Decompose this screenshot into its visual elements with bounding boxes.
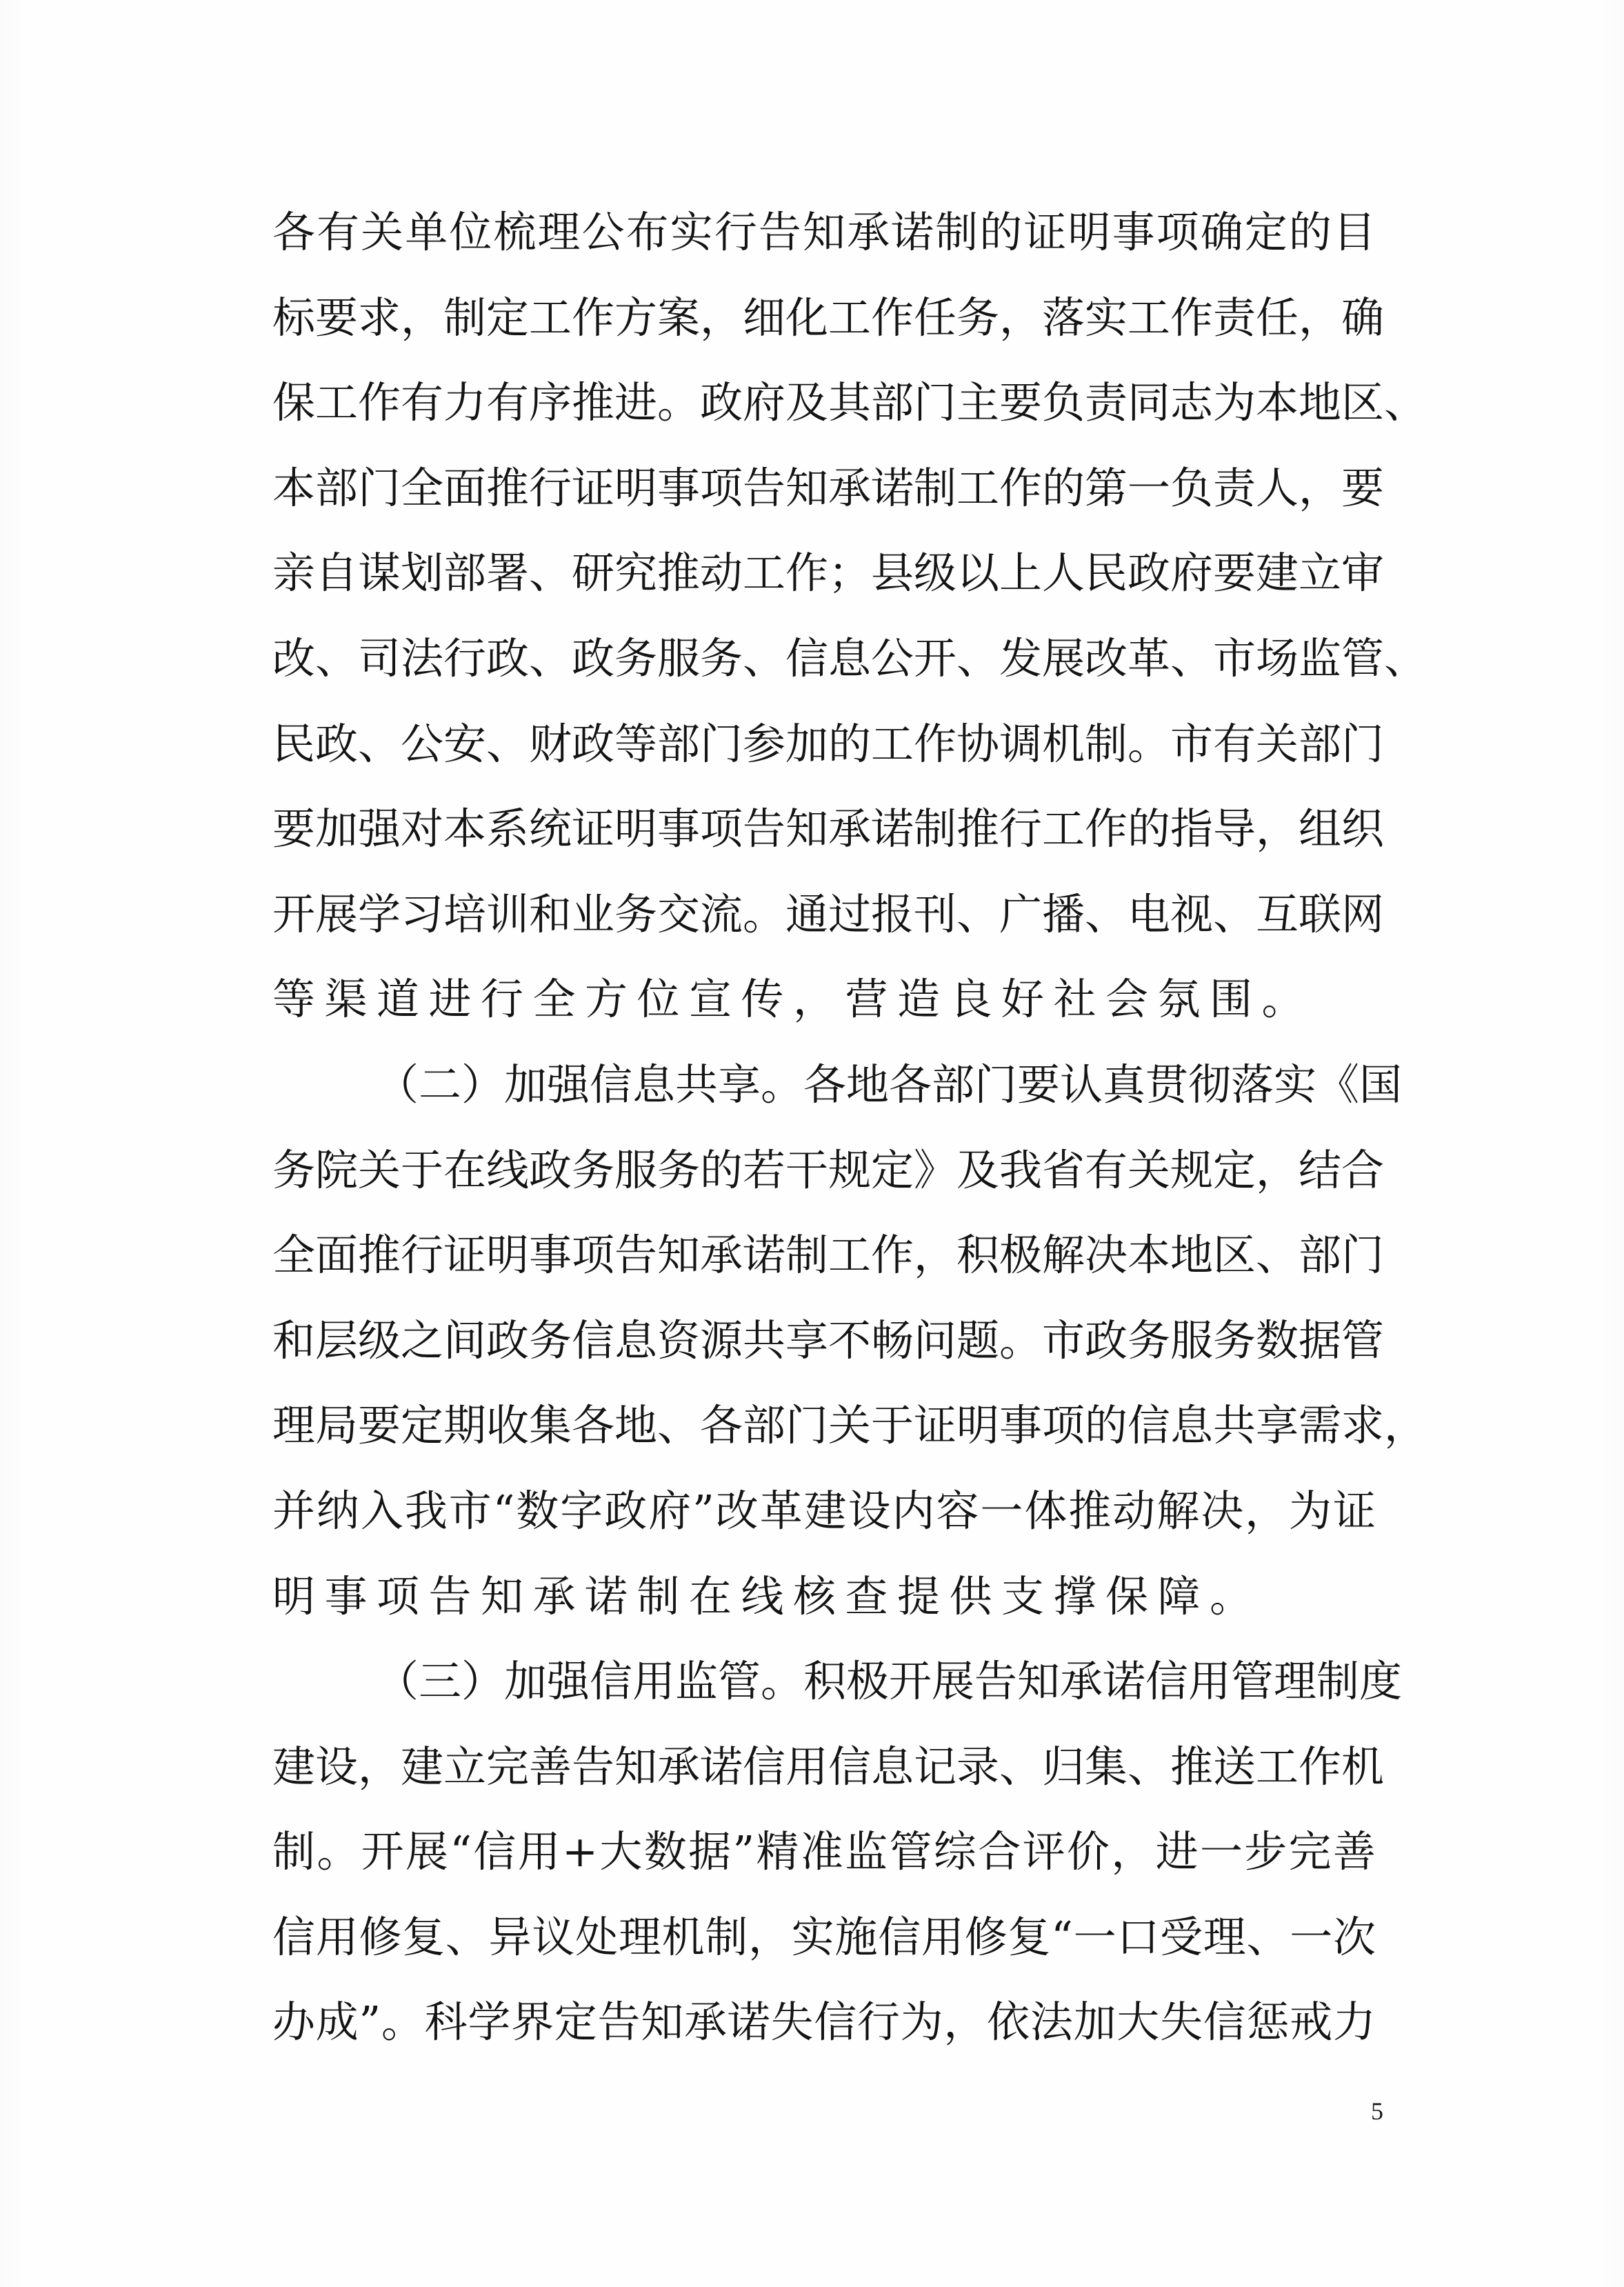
document-body: [272, 201, 1427, 2077]
text-line: 本部门全面推行证明事项告知承诺制工作的第一负责人，要: [272, 462, 1385, 513]
text-line: 各有关单位梳理公布实行告知承诺制的证明事项确定的目: [272, 207, 1376, 257]
text-line: 制。开展“信用+大数据”精准监管综合评价，进一步完善: [272, 1826, 1376, 1877]
section-information-sharing: [272, 1054, 1427, 1650]
text-line: 保工作有力有序推进。政府及其部门主要负责同志为本地区、: [272, 377, 1427, 428]
text-line: 理局要定期收集各地、各部门关于证明事项的信息共享需求，: [272, 1400, 1427, 1451]
section-heading-line: （二）加强信息共享。各地各部门要认真贯彻落实《国: [376, 1059, 1403, 1110]
text-line: 和层级之间政务信息资源共享不畅问题。市政务服务数据管: [272, 1315, 1385, 1366]
text-line: 标要求，制定工作方案，细化工作任务，落实工作责任，确: [272, 292, 1385, 343]
text-line: 要加强对本系统证明事项告知承诺制推行工作的指导，组织: [272, 803, 1385, 855]
page-number: 5: [1371, 2097, 1383, 2125]
text-line: 亲自谋划部署、研究推动工作；县级以上人民政府要建立审: [272, 548, 1385, 599]
text-line: 建设，建立完善告知承诺信用信息记录、归集、推送工作机: [272, 1741, 1385, 1792]
text-line: 并纳入我市“数字政府”改革建设内容一体推动解决，为证: [272, 1485, 1376, 1536]
text-line: 民政、公安、财政等部门参加的工作协调机制。市有关部门: [272, 718, 1385, 769]
text-line: 信用修复、异议处理机制，实施信用修复“一口受理、一次: [272, 1911, 1376, 1962]
text-line: 改、司法行政、政务服务、信息公开、发展改革、市场监管、: [272, 632, 1427, 683]
text-line: 务院关于在线政务服务的若干规定》及我省有关规定，结合: [272, 1144, 1385, 1195]
text-line: 办成”。科学界定告知承诺失信行为，依法加大失信惩戒力: [272, 1997, 1376, 2048]
text-line: 明事项告知承诺制在线核查提供支撑保障。: [272, 1570, 1262, 1621]
section-heading-line: （三）加强信用监管。积极开展告知承诺信用管理制度: [376, 1656, 1403, 1707]
text-line: 全面推行证明事项告知承诺制工作，积极解决本地区、部门: [272, 1230, 1385, 1281]
text-line: 等渠道进行全方位宣传，营造良好社会氛围。: [272, 974, 1314, 1025]
text-line: 开展学习培训和业务交流。通过报刊、广播、电视、互联网: [272, 888, 1385, 939]
paragraph-continuation: [272, 201, 1427, 1054]
section-credit-supervision: [272, 1650, 1403, 2077]
